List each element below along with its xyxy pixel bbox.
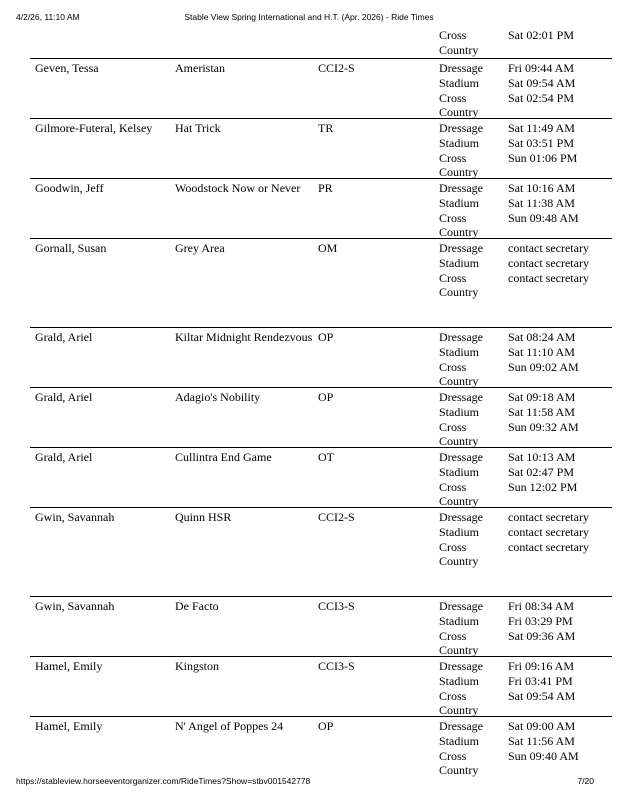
schedule-event <box>439 360 609 390</box>
schedule-event <box>439 196 609 211</box>
ride-time: Sun 09:02 AM <box>508 359 579 374</box>
ride-time: Sat 02:47 PM <box>508 464 575 479</box>
schedule-event <box>439 629 609 659</box>
phase-label: Cross Country <box>439 359 479 389</box>
phase-label: Stadium <box>439 75 480 90</box>
phase-label: Cross Country <box>439 479 479 509</box>
ride-time: Sun 09:32 AM <box>508 419 579 434</box>
ride-times-table <box>30 28 612 776</box>
phase-label: Stadium <box>439 135 480 150</box>
table-row <box>30 327 612 387</box>
phase-label: Stadium <box>439 733 480 748</box>
ride-time: Sat 09:00 AM <box>508 719 576 733</box>
division-code: OM <box>318 241 338 255</box>
ride-time: contact secretary <box>508 241 589 255</box>
schedule-event <box>439 510 609 525</box>
entries-list <box>30 58 612 776</box>
phase-label: Dressage <box>439 450 483 464</box>
schedule-cell <box>439 450 609 509</box>
ride-time: Sat 11:10 AM <box>508 344 575 359</box>
ride-time: Fri 09:44 AM <box>508 61 575 75</box>
table-row <box>30 118 612 178</box>
rider-name: Hamel, Emily <box>35 659 103 673</box>
ride-time: Sat 02:54 PM <box>508 90 575 105</box>
rider-name: Grald, Ariel <box>35 330 93 344</box>
phase-label: Stadium <box>439 524 480 539</box>
schedule-event <box>439 450 609 465</box>
schedule-cell <box>439 390 609 449</box>
horse-name: Cullintra End Game <box>175 450 272 464</box>
ride-time: Sat 11:49 AM <box>508 121 575 135</box>
schedule-event <box>439 181 609 196</box>
schedule-event <box>439 734 609 749</box>
table-row <box>30 507 612 596</box>
division-code: CCI3-S <box>318 659 355 673</box>
division-code: OP <box>318 719 334 733</box>
ride-time: Sat 09:36 AM <box>508 628 576 643</box>
ride-time: Sun 12:02 PM <box>508 479 578 494</box>
ride-time: Fri 03:29 PM <box>508 613 573 628</box>
ride-time: contact secretary <box>508 524 589 539</box>
schedule-event <box>439 211 609 241</box>
ride-time: Sun 09:48 AM <box>508 210 579 225</box>
schedule-event <box>439 136 609 151</box>
phase-label: Cross Country <box>439 688 479 718</box>
phase-label: Stadium <box>439 464 480 479</box>
phase-label: Dressage <box>439 599 483 613</box>
rider-name: Grald, Ariel <box>35 450 93 464</box>
rider-name: Geven, Tessa <box>35 61 99 75</box>
continued-row <box>30 28 612 58</box>
horse-name: Adagio's Nobility <box>175 390 261 404</box>
schedule-event <box>439 719 609 734</box>
ride-time: Sat 11:58 AM <box>508 404 575 419</box>
division-code: CCI2-S <box>318 510 355 524</box>
horse-name: Kiltar Midnight Rendezvous <box>175 330 313 344</box>
phase-label: Stadium <box>439 404 480 419</box>
phase-label: Stadium <box>439 255 480 270</box>
phase-label: Stadium <box>439 195 480 210</box>
ride-time: contact secretary <box>508 510 589 524</box>
phase-label: Dressage <box>439 330 483 344</box>
rider-name: Gwin, Savannah <box>35 510 115 524</box>
schedule-cell <box>439 28 609 58</box>
schedule-event <box>439 405 609 420</box>
table-row <box>30 387 612 447</box>
phase-label: Dressage <box>439 241 483 255</box>
phase-label: Stadium <box>439 673 480 688</box>
division-code: CCI3-S <box>318 599 355 613</box>
schedule-event <box>439 614 609 629</box>
print-datetime: 4/2/26, 11:10 AM <box>16 12 80 22</box>
ride-time: Sat 11:38 AM <box>508 195 575 210</box>
schedule-event <box>439 151 609 181</box>
horse-name: Quinn HSR <box>175 510 232 524</box>
ride-time: contact secretary <box>508 270 589 285</box>
schedule-event <box>439 480 609 510</box>
table-row <box>30 238 612 327</box>
schedule-cell <box>439 719 609 778</box>
table-row <box>30 716 612 776</box>
schedule-cell <box>439 121 609 180</box>
division-code: CCI2-S <box>318 61 355 75</box>
ride-time: Sun 01:06 PM <box>508 150 578 165</box>
ride-time: Sat 10:13 AM <box>508 450 576 464</box>
schedule-event <box>439 465 609 480</box>
rider-name: Gwin, Savannah <box>35 599 115 613</box>
schedule-event <box>439 256 609 271</box>
schedule-cell <box>439 61 609 120</box>
print-title: Stable View Spring International and H.T. (Apr. 2026) - Ride Times <box>184 12 434 22</box>
phase-label: Stadium <box>439 344 480 359</box>
division-code: OT <box>318 450 334 464</box>
horse-name: De Facto <box>175 599 219 613</box>
schedule-event <box>439 241 609 256</box>
phase-label: Dressage <box>439 719 483 733</box>
table-row <box>30 58 612 118</box>
table-row <box>30 596 612 656</box>
horse-name: Hat Trick <box>175 121 221 135</box>
phase-label: Cross Country <box>439 150 479 180</box>
division-code: OP <box>318 390 334 404</box>
ride-time: contact secretary <box>508 539 589 554</box>
phase-label: Dressage <box>439 121 483 135</box>
schedule-event <box>439 121 609 136</box>
horse-name: Grey Area <box>175 241 225 255</box>
schedule-cell <box>439 599 609 658</box>
ride-time: Sat 09:54 AM <box>508 75 576 90</box>
phase-label: Cross Country <box>439 210 479 240</box>
schedule-event <box>439 749 609 779</box>
division-code: TR <box>318 121 334 135</box>
schedule-event <box>439 330 609 345</box>
phase-label: Dressage <box>439 390 483 404</box>
horse-name: N' Angel of Poppes 24 <box>175 719 284 733</box>
phase-label: Cross Country <box>439 628 479 658</box>
phase-label: Cross Country <box>439 748 479 778</box>
ride-time: Fri 08:34 AM <box>508 599 575 613</box>
table-row <box>30 447 612 507</box>
ride-time: Sat 09:54 AM <box>508 688 576 703</box>
ride-time: Sat 11:56 AM <box>508 733 575 748</box>
ride-time: Sun 09:40 AM <box>508 748 579 763</box>
ride-time: Fri 03:41 PM <box>508 673 573 688</box>
phase-label: Dressage <box>439 510 483 524</box>
schedule-event <box>439 599 609 614</box>
phase-label: Dressage <box>439 181 483 195</box>
horse-name: Kingston <box>175 659 220 673</box>
schedule-event <box>439 271 609 301</box>
phase-label: Stadium <box>439 613 480 628</box>
ride-time: Fri 09:16 AM <box>508 659 575 673</box>
phase-label: Cross Country <box>439 419 479 449</box>
schedule-event <box>439 76 609 91</box>
ride-time: contact secretary <box>508 255 589 270</box>
rider-name: Goodwin, Jeff <box>35 181 104 195</box>
phase-label: Dressage <box>439 659 483 673</box>
ride-time: Sat 02:01 PM <box>508 28 575 42</box>
print-header <box>16 12 602 24</box>
ride-time: Sat 03:51 PM <box>508 135 575 150</box>
schedule-event <box>439 345 609 360</box>
phase-label: Cross Country <box>439 28 479 57</box>
division-code: PR <box>318 181 333 195</box>
table-row <box>30 178 612 238</box>
ride-time: Sat 10:16 AM <box>508 181 576 195</box>
schedule-event <box>439 420 609 450</box>
ride-time: Sat 08:24 AM <box>508 330 576 344</box>
schedule-cell <box>439 241 609 300</box>
rider-name: Hamel, Emily <box>35 719 103 733</box>
print-footer <box>16 776 602 788</box>
phase-label: Dressage <box>439 61 483 75</box>
schedule-event <box>439 525 609 540</box>
schedule-event <box>439 689 609 719</box>
schedule-cell <box>439 510 609 569</box>
schedule-cell <box>439 330 609 389</box>
phase-label: Cross Country <box>439 90 479 120</box>
division-code: OP <box>318 330 334 344</box>
rider-name: Gornall, Susan <box>35 241 107 255</box>
schedule-event <box>439 659 609 674</box>
phase-label: Cross Country <box>439 539 479 569</box>
schedule-cell <box>439 181 609 240</box>
schedule-event <box>439 390 609 405</box>
schedule-event <box>439 674 609 689</box>
phase-label: Cross Country <box>439 270 479 300</box>
page-url: https://stableview.horseeventorganizer.com/RideTimes?Show=stbv001542778 <box>16 776 311 786</box>
schedule-event <box>439 61 609 76</box>
table-row <box>30 656 612 716</box>
schedule-event <box>439 91 609 121</box>
ride-time: Sat 09:18 AM <box>508 390 576 404</box>
schedule-event <box>439 540 609 570</box>
rider-name: Grald, Ariel <box>35 390 93 404</box>
rider-name: Gilmore-Futeral, Kelsey <box>35 121 153 135</box>
horse-name: Woodstock Now or Never <box>175 181 301 195</box>
horse-name: Ameristan <box>175 61 225 75</box>
page-number: 7/20 <box>577 776 594 786</box>
schedule-cell <box>439 659 609 718</box>
schedule-event <box>439 28 609 58</box>
